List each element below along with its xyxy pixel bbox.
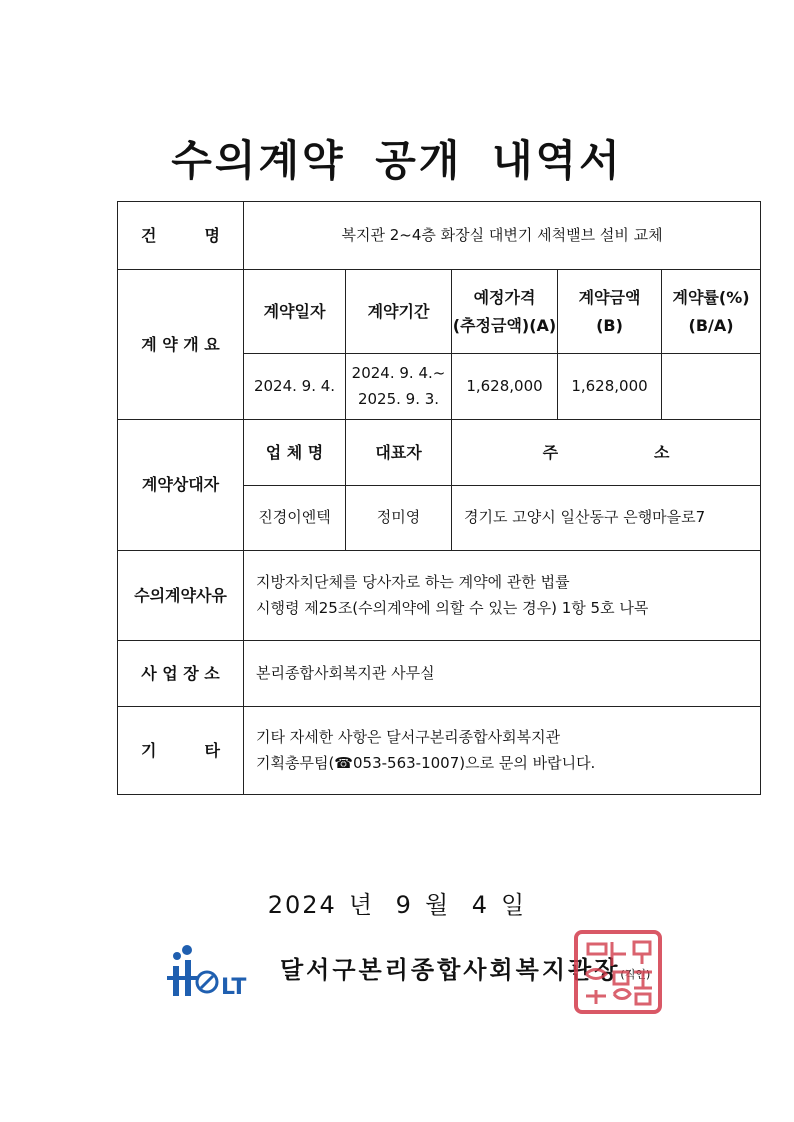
contract-amount-header-line1: 계약금액 [578,288,641,308]
date-year-unit: 년 [348,891,375,919]
seal-note: (직인) [620,968,651,981]
period-end: 2025. 9. 3. [357,389,440,408]
contract-rate-header-line1: 계약률(%) [672,288,750,308]
site-row [118,641,761,707]
contract-date-value: 2024. 9. 4. [244,354,346,420]
period-start: 2024. 9. 4.~ [351,364,446,382]
issue-date [0,885,794,920]
name-label: 건 명 [118,202,244,270]
contract-rate-value [662,354,761,420]
reason-row [118,551,761,641]
date-month: 9 [395,891,413,919]
site-label: 사 업 장 소 [118,641,244,707]
organization-title: 달서구본리종합사회복지관장 [280,956,621,984]
reason-label: 수의계약사유 [118,551,244,641]
date-day: 4 [471,891,490,919]
etc-line-2: 기획총무팀(☎053-563-1007)으로 문의 바랍니다. [256,753,596,772]
site-value: 본리종합사회복지관 사무실 [244,641,761,707]
contract-period-header: 계약기간 [346,270,452,354]
contract-amount-header-line2: (B) [596,315,623,335]
contract-table [117,201,761,795]
contract-date-header: 계약일자 [244,270,346,354]
name-value: 복지관 2~4층 화장실 대변기 세척밸브 설비 교체 [244,202,761,270]
contract-rate-header [662,270,761,354]
representative-header: 대표자 [346,420,452,486]
contract-amount-header [558,270,662,354]
party-label: 계약상대자 [118,420,244,551]
address-header: 주 소 [452,420,761,486]
etc-value [244,707,761,795]
contract-period-value [346,354,452,420]
name-row [118,202,761,270]
company-header: 업 체 명 [244,420,346,486]
footer [165,942,725,1012]
estimated-price-header-line1: 예정가격 [473,288,536,308]
estimated-price-value: 1,628,000 [452,354,558,420]
date-day-unit: 일 [501,891,527,919]
overview-header-row [118,270,761,354]
reason-value [244,551,761,641]
document-title: 수의계약 공개 내역서 [171,136,623,185]
party-header-row [118,420,761,486]
representative-value: 정미영 [346,486,452,551]
etc-label: 기 타 [118,707,244,795]
svg-text:LT: LT [221,975,247,1000]
estimated-price-header [452,270,558,354]
date-month-unit: 월 [424,891,451,919]
overview-label: 계 약 개 요 [118,270,244,420]
official-seal-icon [572,928,664,1016]
etc-line-1: 기타 자세한 사항은 달서구본리종합사회복지관 [256,728,561,746]
company-value: 진경이엔텍 [244,486,346,551]
date-year: 2024 [267,891,337,919]
address-value: 경기도 고양시 일산동구 은행마을로7 [452,486,761,551]
contract-rate-header-line2: (B/A) [688,315,734,335]
etc-row [118,707,761,795]
contract-amount-value: 1,628,000 [558,354,662,420]
reason-line-1: 지방자치단체를 당사자로 하는 계약에 관한 법률 [256,573,570,591]
estimated-price-header-line2: (추정금액)(A) [452,315,557,335]
holt-logo-icon [165,942,265,1002]
reason-line-2: 시행령 제25조(수의계약에 의할 수 있는 경우) 1항 5호 나목 [256,598,649,617]
